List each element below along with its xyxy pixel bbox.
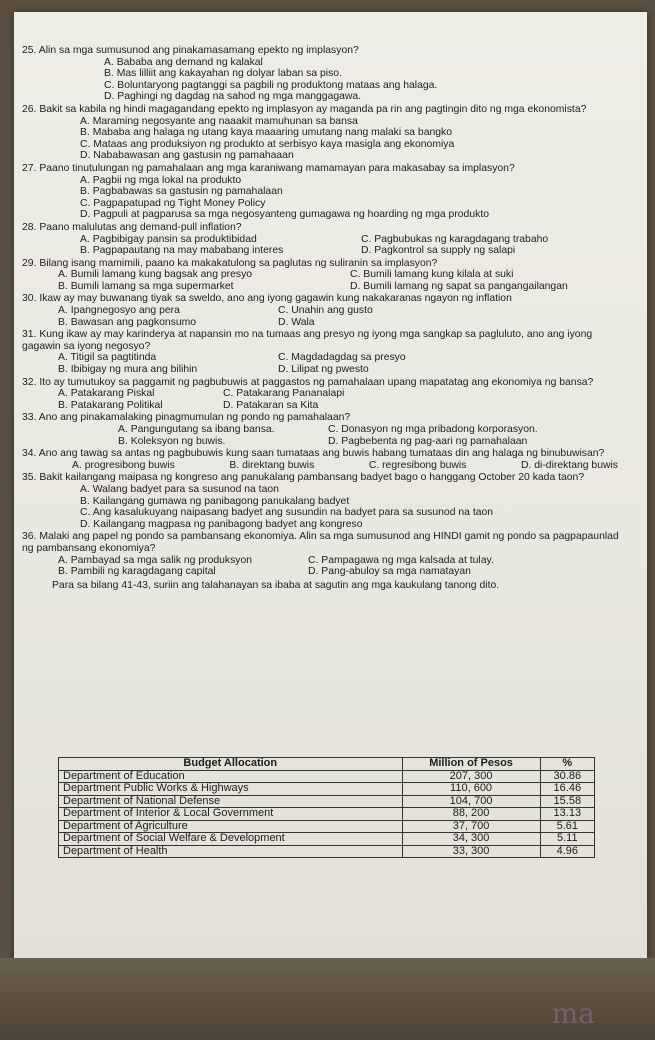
choice: C. Magdadagdag sa presyo <box>278 352 406 364</box>
question-28: 28. Paano malulutas ang demand-pull inflation? A. Pagbibigay pansin sa produktibidad C. Pagbubukas ng karagdagang trabaho B. Pagpapautang na may mababang interes D. Pagkontrol sa supply ng salapi <box>22 222 632 257</box>
choice: D. Patakaran sa Kita <box>223 399 319 411</box>
choice: C. Pagpapatupad ng Tight Money Policy <box>80 197 266 209</box>
question-35: 35. Bakit kailangang maipasa ng kongreso ang panukalang pambansang badyet bago o hanggang October 20 kada taon? A. Walang badyet para sa susunod na taon B. Kailangang gumawa ng panibagong panukalang badyet C. Ang kasalukuyang naipasang badyet ang susundin na badyet para sa susunod na taon D. Kailangang magpasa ng panibagong badyet ang kongreso <box>22 472 632 530</box>
choice: D. Wala <box>278 316 315 328</box>
choice: D. Pang-abuloy sa mga namatayan <box>308 566 471 578</box>
table-row: Department of National Defense 104, 700 15.58 <box>59 795 595 808</box>
choice: C. Boluntaryong pagtanggi sa pagbili ng produktong mataas ang halaga. <box>104 79 438 91</box>
question-33: 33. Ano ang pinakamalaking pinagmumulan ng pondo ng pamahalaan? A. Pangungutang sa ibang bansa. C. Donasyon ng mga pribadong korporasyon. B. Koleksyon ng buwis. D. Pagbebenta ng pag-aari ng pamahalaan <box>22 412 632 447</box>
question-34: 34. Ano ang tawag sa antas ng pagbubuwis kung saan tumataas ang buwis habang tumataas din ang halaga ng binubuwisan? A. progresibong buwis B. direktang buwis C. regresibong buwis D. di-direktang buwis <box>22 448 618 471</box>
choice: D. Pagbebenta ng pag-aari ng pamahalaan <box>328 435 528 447</box>
choice: B. Koleksyon ng buwis. <box>118 435 226 447</box>
choice: B. Bawasan ang pagkonsumo <box>58 316 197 328</box>
choice: C. Bumili lamang kung kilala at suki <box>350 269 514 281</box>
choice: D. Pagkontrol sa supply ng salapi <box>361 245 516 257</box>
header-million-of-pesos: Million of Pesos <box>402 758 540 771</box>
choice: D. Kailangang magpasa ng panibagong badyet ang kongreso <box>80 518 363 530</box>
choice: C. Donasyon ng mga pribadong korporasyon. <box>328 424 538 435</box>
table-instructions: Para sa bilang 41-43, suriin ang talahanayan sa ibaba at sagutin ang mga kaukulang tanong dito. <box>52 579 500 591</box>
table-row: Department of Agriculture 37, 700 5.61 <box>59 820 595 833</box>
header-budget-allocation: Budget Allocation <box>59 758 403 771</box>
choice: B. Patakarang Politikal <box>58 399 163 411</box>
choice: B. Bumili lamang sa mga supermarket <box>58 280 234 292</box>
question-30: 30. Ikaw ay may buwanang tiyak sa sweldo, ano ang iyong gagawin kung nakakaranas ngayon ng inflation A. Ipangnegosyo ang pera C. Unahin ang gusto B. Bawasan ang pagkonsumo D. Wala <box>22 293 632 328</box>
question-31: 31. Kung ikaw ay may karinderya at napansin mo na tumaas ang presyo ng iyong mga sangkap sa pagluluto, ano ang iyong gagawin sa iyong negosyo? A. Titigil sa pagtitinda C. Magdadagdag sa presyo B. Ibibigay ng mura ang bilihin D. Lilipat ng pwesto <box>22 329 632 375</box>
choice: C. Mataas ang produksiyon ng produkto at serbisyo kaya masigla ang ekonomiya <box>80 138 455 150</box>
choice: D. di-direktang buwis <box>520 459 618 471</box>
question-25: 25. Alin sa mga sumusunod ang pinakamasamang epekto ng implasyon? A. Bababa ang demand ng kalakal B. Mas lilliit ang kakayahan ng dolyar laban sa piso. C. Boluntaryong pagtanggi sa pagbili ng produktong mataas ang halaga. D. Paghingi ng dagdag na sahod ng mga manggagawa. <box>22 45 632 103</box>
choice: A. Maraming negosyante ang naaakit mamuhunan sa bansa <box>80 115 358 127</box>
choice: A. Pambayad sa mga salik ng produksyon <box>58 554 253 566</box>
choice: A. Walang badyet para sa susunod na taon <box>80 483 279 495</box>
choice: C. Pampagawa ng mga kalsada at tulay. <box>308 554 494 566</box>
choice: B. Kailangang gumawa ng panibagong panukalang badyet <box>80 495 350 507</box>
header-percent: % <box>540 758 594 771</box>
question-32: 32. Ito ay tumutukoy sa paggamit ng pagbubuwis at paggastos ng pamahalaan upang mapatatag ang ekonomiya ng bansa? A. Patakarang Piskal C. Patakarang Pananalapi B. Patakarang Politikal D. Patakaran sa Kita <box>22 377 632 412</box>
question-36: 36. Malaki ang papel ng pondo sa pambansang ekonomiya. Alin sa mga sumusunod ang HINDI gamit ng pondo sa pagpapaunlad ng pambansang ekonomiya? A. Pambayad sa mga salik ng produksyon C. Pampagawa ng mga kalsada at tulay. B. Pambili ng karagdagang capital D. Pang-abuloy sa mga namatayan <box>22 531 632 577</box>
choice: B. Pagbabawas sa gastusin ng pamahalaan <box>80 186 283 198</box>
choice: D. Lilipat ng pwesto <box>278 364 369 376</box>
choice: B. Pagpapautang na may mababang interes <box>80 245 284 257</box>
choice: B. Ibibigay ng mura ang bilihin <box>58 364 198 376</box>
table-header-row <box>59 758 595 771</box>
choice: C. Patakarang Pananalapi <box>223 388 345 400</box>
choice: A. Pagbibigay pansin sa produktibidad <box>80 233 257 245</box>
budget-table <box>58 757 595 858</box>
choice: C. regresibong buwis <box>368 459 467 471</box>
question-29: 29. Bilang isang mamimili, paano ka makakatulong sa paglutas ng suliranin sa implasyon? A. Bumili lamang kung bagsak ang presyo C. Bumili lamang kung kilala at suki B. Bumili lamang sa mga supermarket D. Bumili lamang ng sapat sa pangangailangan <box>22 258 632 293</box>
choice: D. Pagpuli at pagparusa sa mga negosyanteng gumagawa ng hoarding ng mga produkto <box>80 209 489 221</box>
choice: A. Bumili lamang kung bagsak ang presyo <box>58 269 253 281</box>
table-row: Department of Interior & Local Government 88, 200 13.13 <box>59 808 595 821</box>
choice: B. Mababa ang halaga ng utang kaya maaaring umutang nang malaki sa bangko <box>80 127 453 139</box>
choice: B. direktang buwis <box>229 459 315 471</box>
table-row: Department of Health 33, 300 4.96 <box>59 845 595 858</box>
choice: B. Mas lilliit ang kakayahan ng dolyar laban sa piso. <box>104 68 342 80</box>
choice: C. Pagbubukas ng karagdagang trabaho <box>361 233 549 245</box>
table-row: Department Public Works & Highways 110, 600 16.46 <box>59 783 595 796</box>
choice: A. Bababa ang demand ng kalakal <box>104 56 263 68</box>
choice: D. Bumili lamang ng sapat sa pangangailangan <box>350 280 568 292</box>
choice: C. Ang kasalukuyang naipasang badyet ang susundin na badyet para sa susunod na taon <box>80 507 494 519</box>
choice: A. Patakarang Piskal <box>58 388 155 400</box>
choice: D. Nababawasan ang gastusin ng pamahaaan <box>80 150 294 162</box>
choice: B. Pambili ng karagdagang capital <box>58 566 216 578</box>
choice: C. Unahin ang gusto <box>278 305 373 317</box>
choice: A. Pagbii ng mga lokal na produkto <box>80 174 242 186</box>
choice: A. progresibong buwis <box>72 459 175 471</box>
handwriting-scribble: ma <box>551 997 595 1030</box>
questions-list <box>22 45 632 591</box>
question-27: 27. Paano tinutulungan ng pamahalaan ang mga karaniwang mamamayan para makasabay sa implasyon? A. Pagbii ng mga lokal na produkto B. Pagbabawas sa gastusin ng pamahalaan C. Pagpapatupad ng Tight Money Policy D. Pagpuli at pagparusa sa mga negosyanteng gumagawa ng hoarding ng mga produkto <box>22 163 632 221</box>
table-row: Department of Education 207, 300 30.86 <box>59 770 595 783</box>
choice: D. Paghingi ng dagdag na sahod ng mga manggagawa. <box>104 91 362 103</box>
choice: A. Titigil sa pagtitinda <box>58 352 157 364</box>
question-26: 26. Bakit sa kabila ng hindi magagandang epekto ng implasyon ay maganda pa rin ang pagtingin dito ng mga ekonomista? A. Maraming negosyante ang naaakit mamuhunan sa bansa B. Mababa ang halaga ng utang kaya maaaring umutang nang malaki sa bangko C. Mataas ang produksiyon ng produkto at serbisyo kaya masigla ang ekonomiya D. Nababawasan ang gastusin ng pamahaaan <box>22 104 632 162</box>
choice: A. Pangungutang sa ibang bansa. <box>118 424 275 435</box>
choice: A. Ipangnegosyo ang pera <box>58 305 180 317</box>
table-row: Department of Social Welfare & Development 34, 300 5.11 <box>59 833 595 846</box>
